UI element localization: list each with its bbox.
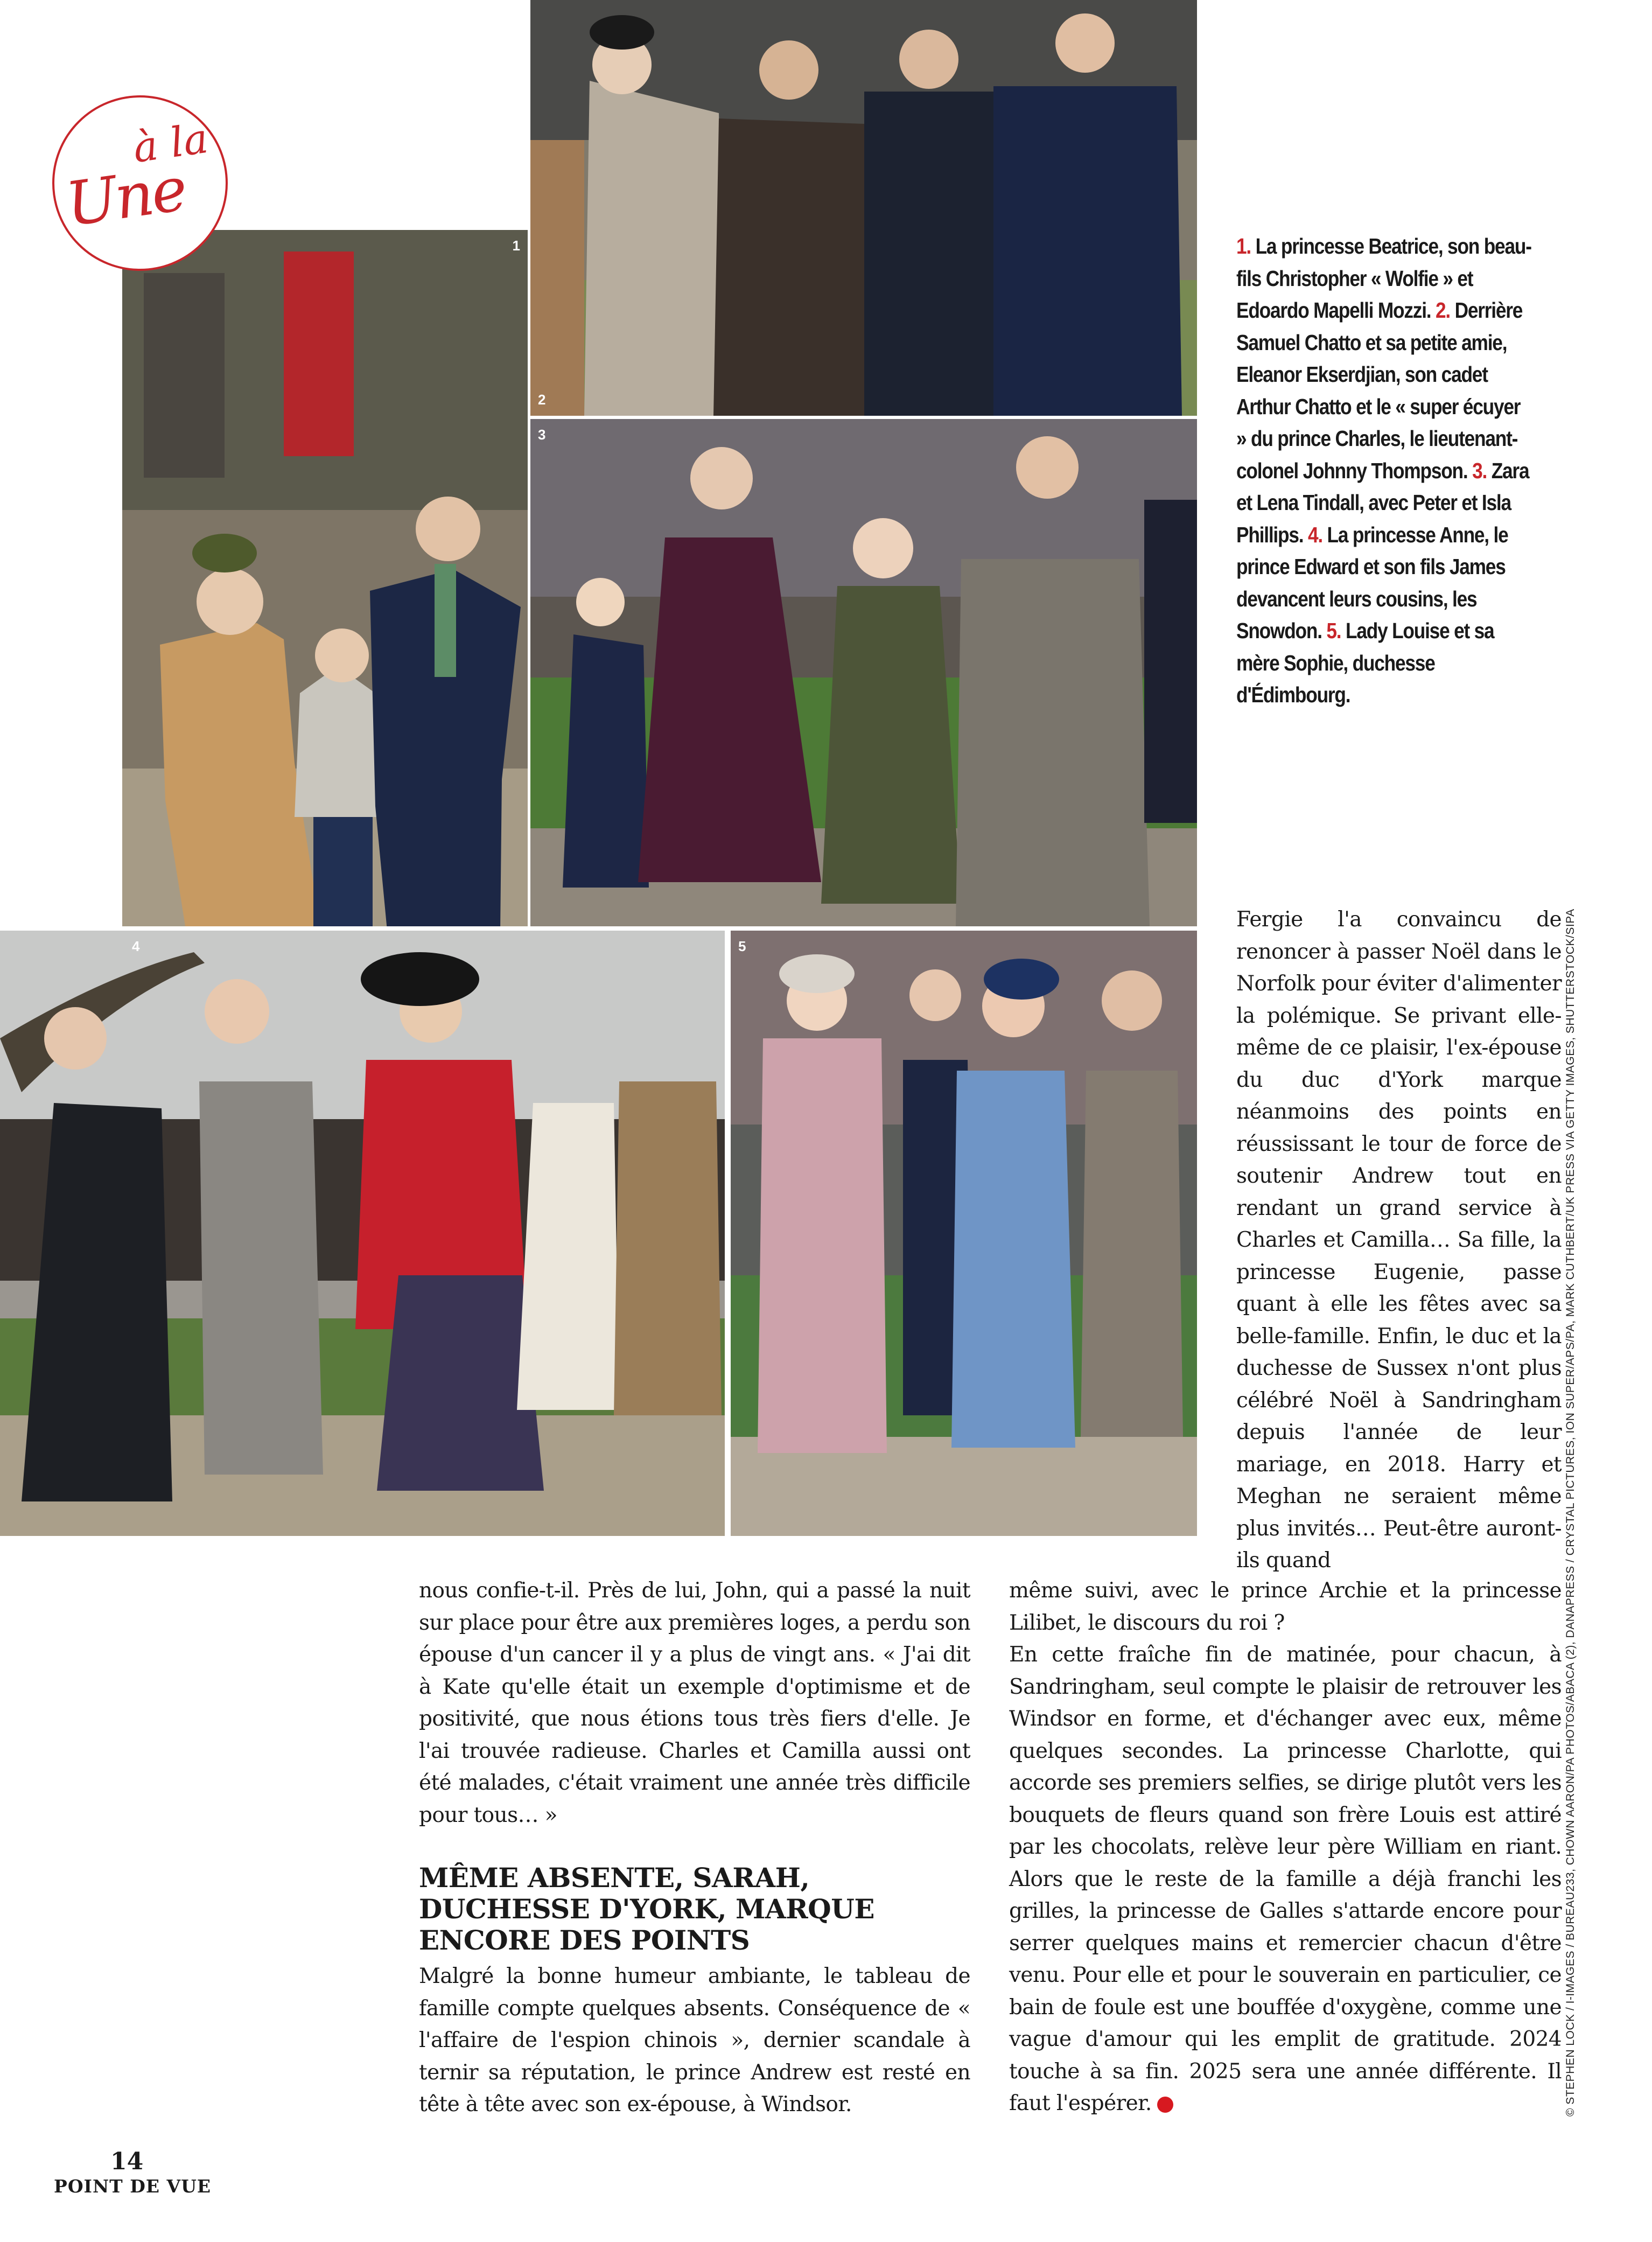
photo-number: 2 — [538, 392, 546, 408]
article-paragraph: nous confie-t-il. Près de lui, John, qui a passé la nuit sur place pour être aux premières loges, a perdu son épouse d'un cancer il y a plus de vingt ans. « J'ai dit à Kate qu'elle était un exemple d'optimisme et de positivité, que nous étions tous très fiers d'elle. Je l'ai trouvée radieuse. Charles et Camilla aussi ont été malades, c'était vraiment une année très difficile pour tous… » — [419, 1579, 970, 1827]
caption-text: Lady Louise et sa mère Sophie, duchesse d'Édimbourg. — [1236, 618, 1494, 707]
photo-2 — [530, 0, 1197, 416]
logo-line-1: à la — [130, 114, 211, 172]
article-column-middle — [1009, 1575, 1562, 2120]
photo-4 — [0, 931, 725, 1536]
magazine-name: POINT DE VUE — [54, 2176, 212, 2197]
article-paragraph: Malgré la bonne humeur ambiante, le tableau de famille compte quelques absents. Conséquence de « l'affaire de l'espion chinois », dernier scandale à ternir sa réputation, le prince Andrew est resté en tête à tête avec son ex-épouse, à Windsor. — [419, 1964, 970, 2117]
caption-text: La princesse Anne, le prince Edward et son fils James devancent leurs cousins, les Snowdon. — [1236, 522, 1508, 643]
page-number: 14 — [110, 2148, 144, 2175]
end-mark-icon — [1157, 2097, 1173, 2113]
photo-number: 4 — [132, 938, 140, 954]
photo-3 — [530, 419, 1197, 926]
photo-5 — [731, 931, 1197, 1536]
article-paragraph: Fergie l'a convaincu de renoncer à passer Noël dans le Norfolk pour éviter d'alimenter la polémique. Se privant elle-même de ce plaisir, l'ex-épouse du duc d'York marque néanmoins des points en réussissant le tour de force de soutenir Andrew tout en rendant un grand service à Charles et Camilla… Sa fille, la princesse Eugenie, passe quant à elle les fêtes avec sa belle-famille. Enfin, le duc et la duchesse de Sussex n'ont plus célébré Noël à Sandringham depuis l'année de leur mariage, en 2018. Harry et Meghan ne seraient même plus invités… Peut-être auront-ils quand — [1236, 907, 1562, 1573]
photo-4-image — [0, 931, 725, 1536]
logo-line-2: Une — [62, 154, 190, 240]
caption-text: La princesse Beatrice, son beau-fils Christopher « Wolfie » et Edoardo Mapelli Mozzi. — [1236, 234, 1531, 323]
caption-number: 5. — [1326, 618, 1341, 643]
photo-2-image — [530, 0, 1197, 416]
photo-number: 1 — [512, 238, 520, 254]
section-headline: MÊME ABSENTE, SARAH, DUCHESSE D'YORK, MARQUE ENCORE DES POINTS — [419, 1862, 874, 1956]
photo-1-image — [122, 230, 528, 926]
article-paragraph: même suivi, avec le prince Archie et la princesse Lilibet, le discours du roi ? — [1009, 1579, 1562, 1635]
caption-number: 1. — [1236, 234, 1251, 259]
photo-5-image — [731, 931, 1197, 1536]
caption-text: Zara et Lena Tindall, avec Peter et Isla Phillips. — [1236, 458, 1529, 547]
article-paragraph — [1009, 1639, 1562, 2120]
caption-number: 2. — [1435, 298, 1450, 323]
article-paragraph-text: En cette fraîche fin de matinée, pour chacun, à Sandringham, seul compte le plaisir de retrouver les Windsor en forme, et d'échanger avec eux, même quelques secondes. La princesse Charlotte, qui accorde ses premiers selfies, se dirige plutôt vers les bouquets de fleurs quand son frère Louis est attiré par les chocolats, relève leur père William en riant. Alors que le reste de la famille a déjà franchi les grilles, la princesse de Galles s'attarde encore pour serrer quelques mains et remercier chacun d'être venu. Pour elle et pour le souverain en particulier, ce bain de foule est une bouffée d'oxygène, comme une vague d'amour qui les emplit de gratitude. 2024 touche à sa fin. 2025 sera une année différente. Il faut l'espérer. — [1009, 1643, 1562, 2115]
caption-text: Derrière Samuel Chatto et sa petite amie, Eleanor Ekserdjian, son cadet Arthur Chatto et le « super écuyer » du prince Charles, le lieutenant-colonel Johnny Thompson. — [1236, 298, 1523, 483]
photo-number: 5 — [738, 938, 746, 954]
photo-credit: © STEPHEN LOCK / I-IMAGES / BUREAU233, CHOWN AARON/PA PHOTOS/ABACA (2), DANAPRESS / CRYSTAL PICTURES, ION SUPER/APS/PA, MARK CUTHBERT/UK PRESS VIA GETTY IMAGES, SHUTTERSTOCK/SIPA — [1564, 909, 1577, 2117]
photo-1 — [122, 230, 528, 926]
a-la-une-logo — [52, 95, 228, 271]
caption-number: 4. — [1307, 522, 1322, 547]
photo-captions — [1236, 231, 1532, 711]
photo-3-image — [530, 419, 1197, 926]
article-column-right — [1236, 904, 1562, 1577]
caption-number: 3. — [1472, 458, 1487, 483]
photo-number: 3 — [538, 427, 546, 443]
article-column-left — [419, 1575, 970, 2121]
